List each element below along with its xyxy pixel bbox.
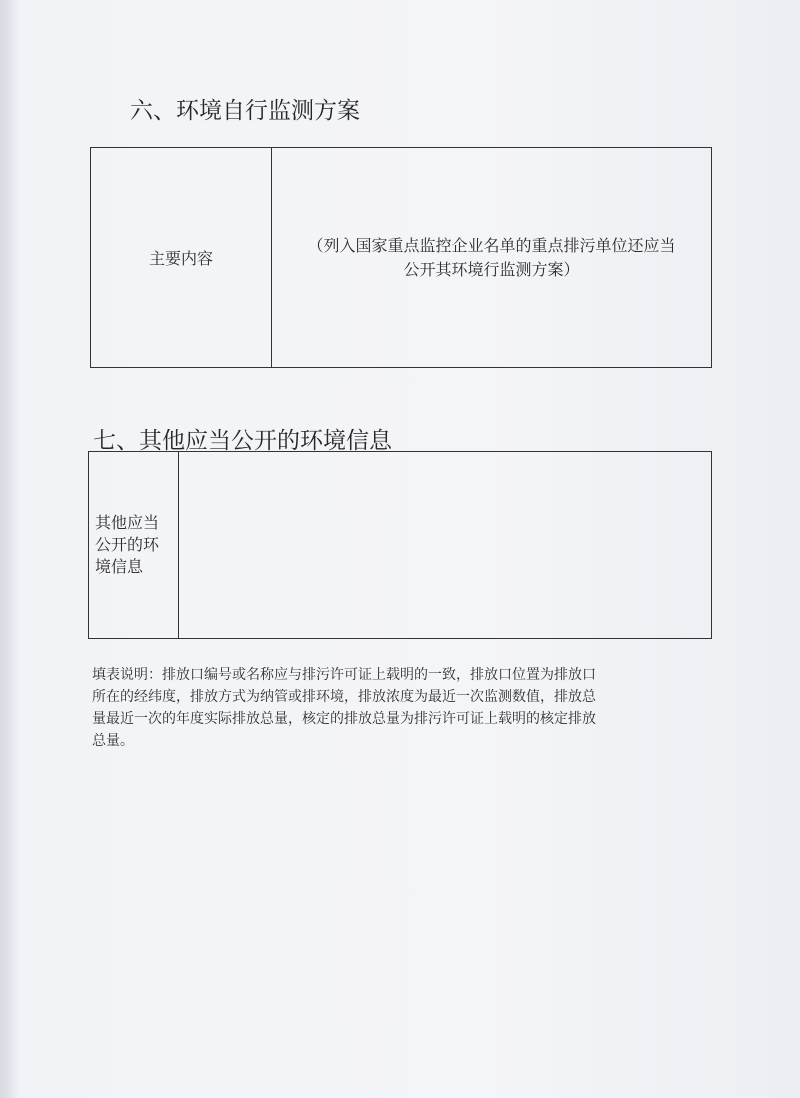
- note-line: 总量。: [92, 733, 134, 749]
- main-content-label: 主要内容: [91, 148, 272, 367]
- label-line: 境信息: [95, 557, 144, 576]
- content-line: （列入国家重点监控企业名单的重点排污单位还应当: [307, 235, 676, 255]
- other-info-content: [179, 452, 711, 638]
- scan-edge-shadow: [0, 0, 18, 1098]
- fill-instructions: [92, 664, 712, 752]
- note-line: 量最近一次的年度实际排放总量，核定的排放总量为排污许可证上载明的核定排放: [92, 711, 596, 727]
- note-line: 填表说明：排放口编号或名称应与排污许可证上载明的一致，排放口位置为排放口: [92, 667, 596, 683]
- monitoring-plan-content: [272, 148, 711, 367]
- section7-heading: 七、其他应当公开的环境信息: [93, 428, 392, 454]
- other-info-label: [89, 452, 179, 638]
- label-line: 公开的环: [95, 535, 160, 554]
- note-line: 所在的经纬度，排放方式为纳管或排环境，排放浓度为最近一次监测数值，排放总: [92, 689, 596, 705]
- monitoring-plan-table: [90, 147, 712, 368]
- section6-heading: 六、环境自行监测方案: [130, 98, 360, 124]
- label-line: 其他应当: [95, 513, 160, 532]
- content-line: 公开其环境行监测方案）: [403, 259, 580, 279]
- other-info-table: [88, 451, 712, 639]
